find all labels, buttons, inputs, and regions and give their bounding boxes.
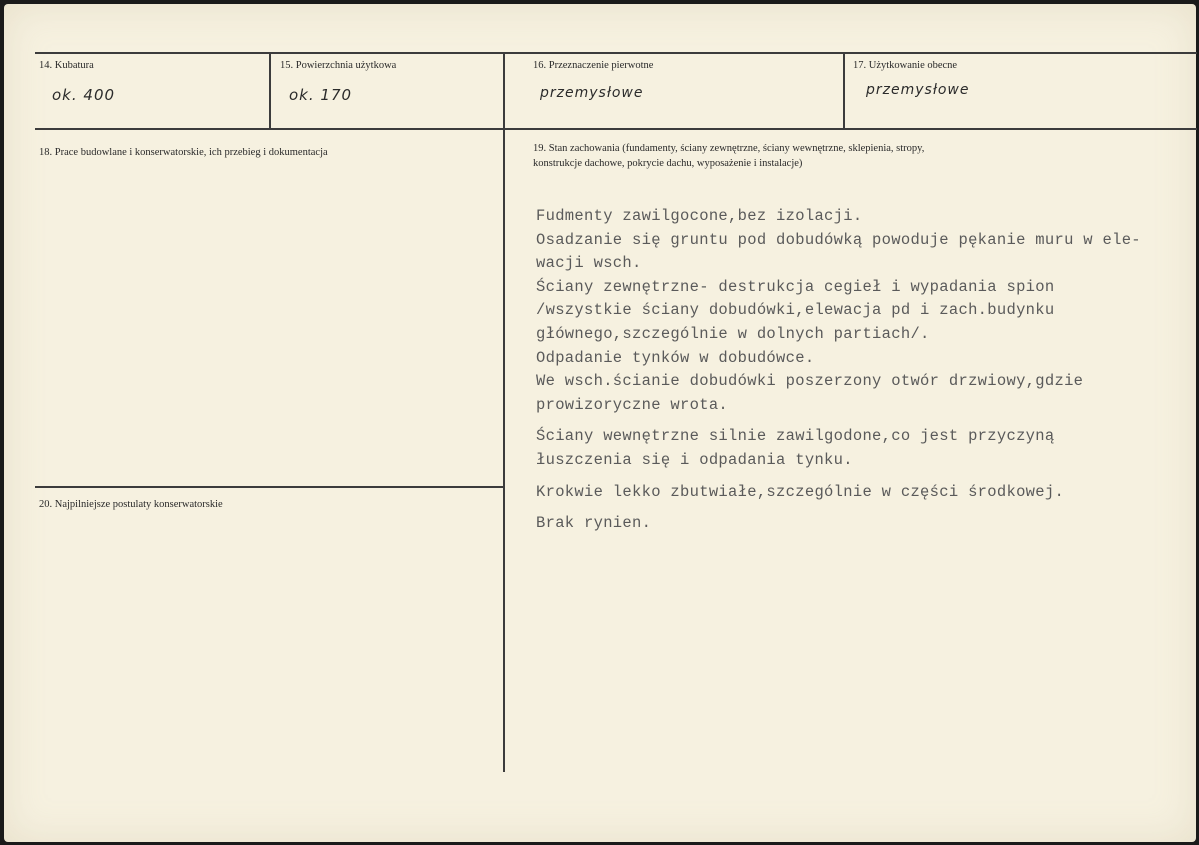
typed-line: Brak rynien.: [536, 514, 652, 533]
typed-line: /wszystkie ściany dobudówki,elewacja pd i zach.budynku: [536, 301, 1055, 320]
column-divider-15: [269, 52, 271, 129]
left-column-divider-line: [35, 486, 503, 488]
field-16-value: przemysłowe: [540, 85, 644, 101]
field-20-label: 20. Najpilniejsze postulaty konserwatorskie: [39, 499, 223, 510]
field-17-value: przemysłowe: [866, 82, 970, 98]
field-17-label: 17. Użytkowanie obecne: [853, 60, 958, 71]
field-14-label: 14. Kubatura: [39, 60, 94, 71]
typed-line: wacji wsch.: [536, 254, 642, 273]
field-15-value: ok. 170: [289, 86, 353, 104]
typed-line: Ściany wewnętrzne silnie zawilgodone,co jest przyczyną: [536, 427, 1055, 446]
paragraph-gap: [536, 504, 1176, 512]
typed-line: głównego,szczególnie w dolnych partiach/.: [536, 324, 930, 343]
column-divider-17: [843, 52, 845, 129]
typed-line: Krokwie lekko zbutwiałe,szczególnie w części środkowej.: [536, 482, 1065, 501]
field-19-label-line2: konstrukcje dachowe, pokrycie dachu, wyposażenie i instalacje): [533, 158, 803, 169]
typed-line: Osadzanie się gruntu pod dobudówką powoduje pękanie muru w ele-: [536, 230, 1141, 249]
typed-line: We wsch.ścianie dobudówki poszerzony otwór drzwiowy,gdzie: [536, 372, 1084, 391]
field-19-label-line1: 19. Stan zachowania (fundamenty, ściany zewnętrzne, ściany wewnętrzne, sklepienia, stropy,: [533, 143, 925, 154]
top-border-line: [35, 52, 1197, 54]
typed-line: prowizoryczne wrota.: [536, 395, 729, 414]
paragraph-gap: [536, 417, 1176, 425]
field-18-label: 18. Prace budowlane i konserwatorskie, ich przebieg i dokumentacja: [39, 147, 328, 158]
typed-line: Fudmenty zawilgocone,bez izolacji.: [536, 207, 863, 225]
typed-line: łuszczenia się i odpadania tynku.: [536, 450, 853, 469]
row-divider-line: [35, 128, 1197, 130]
field-14-value: ok. 400: [52, 86, 116, 104]
paragraph-gap: [536, 473, 1176, 481]
column-divider-main: [503, 52, 505, 772]
typed-line: Odpadanie tynków w dobudówce.: [536, 348, 815, 367]
field-16-label: 16. Przeznaczenie pierwotne: [533, 60, 654, 71]
field-15-label: 15. Powierzchnia użytkowa: [280, 60, 397, 71]
field-19-typed-text: [536, 205, 1176, 536]
typed-line: Ściany zewnętrzne- destrukcja cegieł i wypadania spion: [536, 277, 1055, 296]
